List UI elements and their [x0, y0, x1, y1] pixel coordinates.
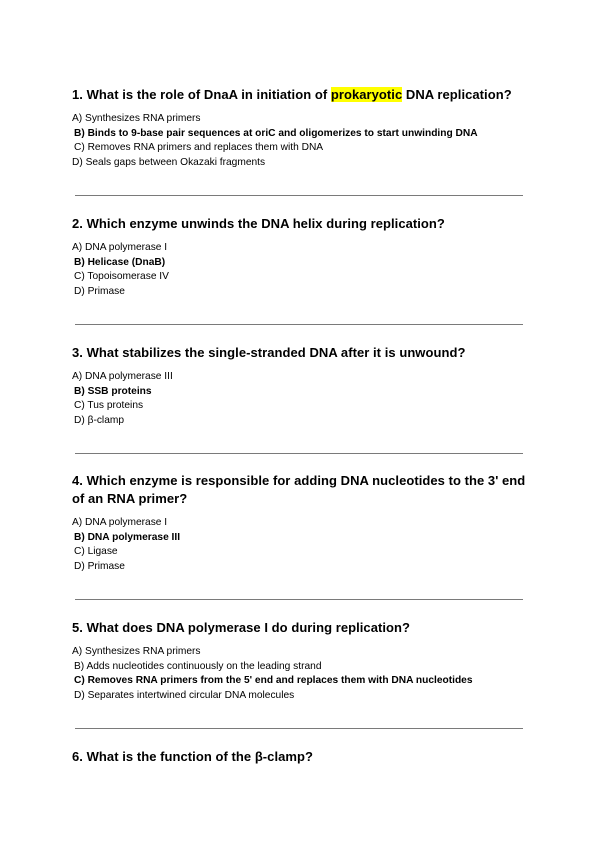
question-5: [72, 619, 532, 703]
question-1-option-b-correct: B) Binds to 9-base pair sequences at oriC and oligomerizes to start unwinding DNA: [74, 127, 478, 139]
question-4-option-a: A) DNA polymerase I: [72, 517, 168, 528]
question-2-title: 2. Which enzyme unwinds the DNA helix during replication?: [72, 216, 445, 231]
divider-4: [75, 599, 523, 600]
question-4-title-line-2: of an RNA primer?: [72, 491, 188, 506]
question-1-title-post: DNA replication?: [402, 87, 512, 102]
question-2-option-c: C) Topoisomerase IV: [74, 271, 169, 283]
question-4-title-line-1: 4. Which enzyme is responsible for adding DNA nucleotides to the 3' end: [72, 473, 526, 488]
question-5-option-c-correct: C) Removes RNA primers from the 5' end and replaces them with DNA nucleotides: [74, 675, 473, 687]
question-1-highlight: prokaryotic: [330, 87, 403, 102]
question-1-option-d: D) Seals gaps between Okazaki fragments: [72, 156, 266, 168]
question-3-title: 3. What stabilizes the single-stranded DNA after it is unwound?: [72, 345, 466, 360]
question-6: [72, 748, 532, 774]
question-4-title: [72, 472, 542, 508]
question-1-title: [72, 86, 532, 104]
divider-3: [75, 453, 523, 454]
question-5-option-b: B) Adds nucleotides continuously on the leading strand: [74, 660, 322, 672]
question-5-option-a: A) Synthesizes RNA primers: [72, 646, 201, 657]
question-4-option-c: C) Ligase: [74, 546, 118, 558]
question-5-option-d: D) Separates intertwined circular DNA molecules: [74, 689, 295, 701]
question-2-option-b-correct: B) Helicase (DnaB): [74, 256, 166, 268]
question-4: [72, 472, 542, 574]
question-2-option-d: D) Primase: [74, 285, 125, 297]
question-1-option-a: A) Synthesizes RNA primers: [72, 113, 201, 124]
question-1: [72, 86, 532, 170]
question-3-option-c: C) Tus proteins: [74, 400, 144, 412]
question-3-option-d: D) β-clamp: [74, 414, 125, 426]
question-1-title-pre: 1. What is the role of DnaA in initiation of: [72, 87, 331, 102]
question-3-option-b-correct: B) SSB proteins: [74, 385, 152, 397]
question-2: [72, 215, 532, 299]
question-3: [72, 344, 532, 428]
question-1-option-c: C) Removes RNA primers and replaces them with DNA: [74, 142, 324, 154]
question-3-option-a: A) DNA polymerase III: [72, 371, 173, 382]
divider-5: [75, 728, 523, 729]
divider-2: [75, 324, 523, 325]
question-6-title: 6. What is the function of the β-clamp?: [72, 749, 313, 764]
question-2-option-a: A) DNA polymerase I: [72, 242, 168, 253]
question-4-option-d: D) Primase: [74, 560, 125, 572]
question-4-option-b-correct: B) DNA polymerase III: [74, 531, 181, 543]
question-5-title: 5. What does DNA polymerase I do during replication?: [72, 620, 410, 635]
divider-1: [75, 195, 523, 196]
